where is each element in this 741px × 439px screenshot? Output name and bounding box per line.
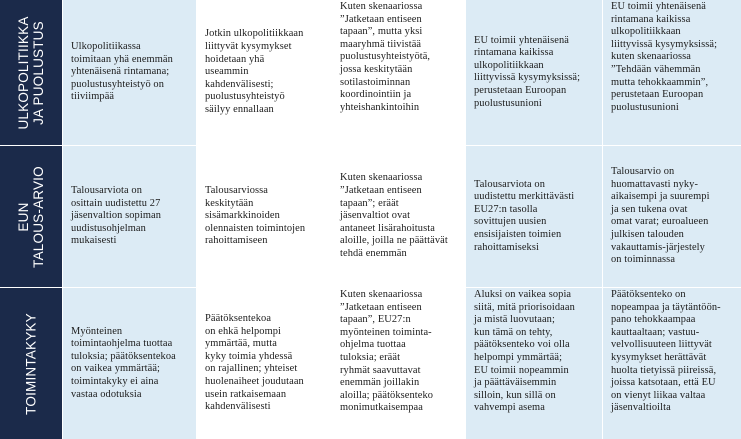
cell-text-line: Päätöksentekoa: [205, 313, 272, 325]
cell-text-line: kysymykset herättävät: [611, 351, 707, 363]
cell-text-line: huomattavasti nyky-: [611, 178, 699, 190]
row-header-1: [0, 0, 62, 145]
cell-text-line: on vaikea ymmärtää;: [71, 363, 161, 375]
cell-text-line: on ehkä helpompi: [205, 325, 282, 337]
cell-text-line: ohjelma tuottaa: [340, 339, 406, 351]
cell-text-line: rintamana kaikissa: [474, 47, 554, 59]
cell-text-line: siitä, mitä priorisoidaan: [474, 301, 575, 313]
row-header-label: [16, 166, 46, 268]
cell-text-line: puolustusunioni: [611, 101, 679, 113]
cell-text-line: Talousarviossa: [205, 185, 269, 196]
cell-text-line: puolustusyhteistyö on: [71, 78, 165, 90]
cell-text-line: huolenaiheet joudutaan: [205, 376, 304, 388]
row-header-line: TALOUS-ARVIO: [31, 165, 46, 268]
cell-text-line: Kuten skenaariossa: [340, 1, 423, 12]
cell-text-line: useammin: [205, 66, 249, 78]
cell-text-line: huolta tietyissä piireissä,: [611, 364, 717, 376]
cell-text-line: ulkopolitiikkaan: [611, 26, 681, 38]
cell-text-line: puolustusunioni: [474, 97, 542, 109]
scenario-cell: [603, 146, 741, 287]
cell-text-line: Ulkopolitiikassa: [71, 41, 141, 52]
cell-text-line: tehdä enemmän: [340, 247, 407, 259]
cell-text-line: jäsenvaltion sopiman: [71, 210, 162, 222]
cell-text-line: mukaisesti: [71, 235, 117, 247]
cell-text-line: kyky toimia yhdessä: [205, 350, 293, 362]
scenario-cell: [197, 146, 330, 287]
cell-text-line: ensisijaisten toimien: [474, 229, 562, 241]
row-header-label: [16, 16, 46, 129]
cell-text-line: tapaan”, EU27:n: [340, 314, 411, 326]
cell-text-line: vakauttamis-järjestely: [611, 241, 705, 253]
cell-text-line: Päätöksenteko on: [611, 289, 686, 300]
scenario-cell: [331, 0, 465, 145]
cell-text-line: tapaan”; eräät: [340, 197, 399, 209]
row-header-line: ULKOPOLITIIKKA: [16, 15, 31, 130]
row-header-line: TOIMINTAKYKY: [23, 312, 39, 415]
cell-text-line: kahdenvälisesti;: [205, 78, 274, 90]
scenario-cell: [331, 146, 465, 287]
scenario-cell: [331, 288, 465, 439]
scenario-cell: [63, 0, 196, 145]
cell-text-line: osittain uudistettu 27: [71, 197, 161, 209]
cell-text-line: julkisen talouden: [611, 229, 684, 241]
cell-text-line: EU toimii yhtenäisenä: [474, 34, 570, 46]
cell-text-line: toimintaohjelma tuottaa: [71, 338, 173, 350]
cell-text-line: silloin, kun sillä on: [474, 389, 556, 401]
cell-text-line: keskitytään: [205, 197, 254, 209]
cell-text-line: rahoittamiseksi: [474, 241, 539, 253]
cell-text-line: liittyvissä kysymyksissä;: [474, 72, 581, 84]
cell-text-line: ulkopolitiikkaan: [474, 59, 544, 71]
cell-text-line: velvollisuuteen liittyvät: [611, 339, 712, 351]
cell-text-line: ja mistä luovutaan;: [474, 314, 555, 326]
scenario-cell: [466, 0, 602, 145]
cell-text-line: sotilastoiminnan: [340, 76, 411, 88]
cell-text-line: Jotkin ulkopolitiikkaan: [205, 28, 304, 40]
cell-text-line: perustetaan Euroopan: [611, 89, 704, 101]
cell-text-line: sovittujen uusien: [474, 216, 547, 228]
cell-text-line: kuten skenaariossa: [611, 51, 691, 63]
cell-text-line: aikaisempi ja suurempi: [611, 191, 710, 203]
row-header-line: EUN: [16, 201, 31, 232]
cell-text-line: mutta tehokkaammin”,: [611, 76, 709, 88]
cell-text-line: tapaan”, mutta yksi: [340, 26, 423, 38]
cell-text-line: ja sen tukena ovat: [611, 203, 688, 215]
cell-text-line: tuloksia; eräät: [340, 351, 401, 363]
cell-text-line: ”Jatketaan entiseen: [340, 13, 422, 25]
cell-text-line: joissa katsotaan, että EU: [611, 377, 716, 389]
cell-text-line: helpompi ymmärtää;: [474, 351, 563, 363]
cell-text-line: yhteishankintoihin: [340, 101, 420, 113]
row-header-2: [0, 146, 62, 287]
cell-text-line: Talousarviota on: [474, 178, 545, 190]
cell-text-line: hoidetaan yhä: [205, 53, 265, 65]
cell-text-line: tiiviimpää: [71, 91, 115, 103]
cell-text-line: EU toimii nopeammin: [474, 364, 569, 376]
cell-text-line: ymmärtää, mutta: [205, 338, 277, 350]
cell-text-line: EU27:n tasolla: [474, 203, 538, 215]
cell-text-line: säilyy ennallaan: [205, 103, 274, 115]
cell-text-line: ”Jatketaan entiseen: [340, 184, 422, 196]
cell-text-line: myönteinen toiminta-: [340, 326, 432, 338]
cell-text-line: on vienyt liikaa valtaa: [611, 389, 706, 401]
cell-text-line: toimitaan yhä enemmän: [71, 53, 173, 65]
cell-text-line: yhtenäisenä rintamana;: [71, 66, 170, 78]
cell-text-line: Kuten skenaariossa: [340, 289, 423, 300]
cell-text-line: jäsenvaltioilta: [611, 402, 671, 414]
cell-text-line: koordinointiin ja: [340, 89, 412, 101]
cell-text-line: liittyvissä kysymyksissä;: [611, 38, 718, 50]
cell-text-line: jäsenvaltiot ovat: [340, 210, 411, 222]
cell-text-line: Kuten skenaariossa: [340, 172, 423, 184]
row-header-label: [24, 313, 39, 415]
cell-text-line: kahdenvälisesti: [205, 401, 271, 413]
scenario-cell: [63, 146, 196, 287]
scenario-cell: [603, 288, 741, 439]
cell-text-line: toimintakyky ei aina: [71, 376, 159, 388]
cell-text-line: usein ratkaisemaan: [205, 388, 287, 400]
row-header-line: JA PUOLUSTUS: [31, 20, 46, 125]
cell-text-line: puolustusyhteistyötä,: [340, 51, 431, 63]
cell-text-line: rahoittamiseen: [205, 235, 268, 247]
cell-text-line: omat varat; euroalueen: [611, 216, 709, 228]
scenario-cell: [63, 288, 196, 439]
cell-text-line: maaryhmä tiivistää: [340, 38, 422, 50]
cell-text-line: on rajallinen; yhteiset: [205, 363, 298, 375]
cell-text-line: uudistettu merkittävästi: [474, 191, 575, 203]
cell-text-line: pano tehokkaampaa: [611, 314, 696, 326]
cell-text-line: puolustusyhteistyö: [205, 91, 285, 103]
cell-text-line: ”Tehdään vähemmän: [611, 63, 701, 75]
cell-text-line: nopeampaa ja täytäntöön-: [611, 301, 721, 313]
cell-text-line: tuloksia; päätöksentekoa: [71, 350, 176, 362]
scenario-cell: [466, 288, 602, 439]
cell-text-line: ryhmät saavuttavat: [340, 364, 421, 376]
cell-text-line: kun tämä on tehty,: [474, 326, 553, 338]
cell-text-line: monimutkaisempaa: [340, 402, 423, 414]
cell-text-line: ”Jatketaan entiseen: [340, 301, 422, 313]
cell-text-line: jossa keskitytään: [340, 63, 413, 75]
cell-text-line: uudistusohjelman: [71, 222, 146, 234]
scenario-cell: [197, 288, 330, 439]
cell-text-line: Talousarvio on: [611, 166, 675, 178]
cell-text-line: aloille, joilla ne päättävät: [340, 235, 448, 247]
cell-text-line: rintamana kaikissa: [611, 13, 691, 25]
cell-text-line: vahvempi asema: [474, 402, 545, 414]
row-header-3: [0, 288, 62, 439]
cell-text-line: kauttaaltaan; vastuu-: [611, 326, 700, 338]
cell-text-line: sisämarkkinoiden: [205, 210, 280, 222]
cell-text-line: antaneet lisärahoitusta: [340, 222, 435, 234]
cell-text-line: aloilla; päätöksenteko: [340, 389, 434, 401]
cell-text-line: Talousarviota on: [71, 185, 142, 196]
cell-text-line: liittyvät kysymykset: [205, 40, 292, 52]
cell-text-line: ja päättäväisemmin: [474, 377, 557, 389]
cell-text-line: enemmän joillakin: [340, 377, 420, 389]
cell-text-line: olennaisten toimintojen: [205, 222, 306, 234]
cell-text-line: päätöksenteko voi olla: [474, 339, 570, 351]
cell-text-line: perustetaan Euroopan: [474, 85, 567, 97]
cell-text-line: Aluksi on vaikea sopia: [474, 289, 572, 300]
scenario-cell: [197, 0, 330, 145]
cell-text-line: vastaa odotuksia: [71, 388, 142, 400]
cell-text-line: on toiminnassa: [611, 254, 676, 266]
scenario-cell: [466, 146, 602, 287]
scenario-cell: [603, 0, 741, 145]
cell-text-line: Myönteinen: [71, 325, 123, 337]
cell-text-line: EU toimii yhtenäisenä: [611, 1, 707, 12]
